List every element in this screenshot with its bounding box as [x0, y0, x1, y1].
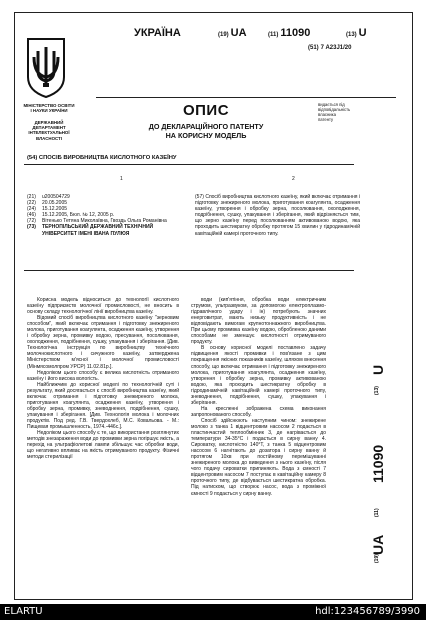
paragraph: води (кип'ятіння, обробка води електричним струмом, ультразвуком, за допомогою електроплазмо-гідравлічного удару і ін) потребують значних енерговитрат, мають низьку продуктивність і не відповідають вимогам крупнотоннажного виробництва. При цьому промивка казеїну водою, обробленою даними способами не зменшує кислотності отримуваного продукту. [191, 297, 326, 346]
kind-code: (13) U [346, 27, 367, 39]
paragraph: В основу корисної моделі поставлено задачу підвищення якості промивки і пов'язане з цим покращення якісних показників казеїну, шляхом внесення способу, що включає отримання і підготовку знежиреного молока, приготування коагулянта, осадження казеїну, утворення і обробку зерна, промивку активованою водою, яка проходить шестикратну обробку в гідродинамічній кавітаційній камері проточного типу, зневоднення, подрібнення, сушку, упакування і зберігання. [191, 345, 326, 406]
ipc-class: (51) 7 A23J1/20 [308, 45, 352, 51]
biblio-row: (72) Вітенько Тетяна Миколаївна, Гвоздь Ольга Романівна [27, 218, 167, 225]
country-code: (19) UA [218, 27, 247, 39]
document-title: ОПИС [182, 102, 230, 119]
paragraph: На кресленні зображена схема виконання запропонованого способу. [191, 405, 326, 418]
biblio-row: (21) u200504729 [27, 194, 70, 200]
biblio-row: (24) 15.12.2005 [27, 206, 68, 213]
vertical-code-19: (19) [374, 554, 380, 563]
bibliographic-data [27, 194, 185, 237]
column-number-2: 2 [292, 176, 295, 182]
footer-left-label: ELARTU [4, 606, 43, 617]
department-name: ДЕРЖАВНИЙ ДЕПАРТАМЕНТ ІНТЕЛЕКТУАЛЬНОЇ ВЛАСНОСТІ [28, 120, 70, 141]
claim-abstract: (57) Спосіб виробництва кислотного казеїну, який включає отримання і підготовку знежиреного молока, приготування коагулянта, осадження казеїну, утворення і обробку зерна, посолювання, охолодження, подрібнення, сушку, упакування і зберігання, який відрізняється тим, що зерно казеїну перед посолюванням активованою водою, яка проходить шестикратну обробку протягом 15 хвилин у гідродинамічній кавітаційній камері проточного типу. [195, 194, 360, 237]
paragraph: Спосіб здійснюють наступним чином: знежирене молоко з танка 1 відцентровим насосом 2 подається в пластинчастий теплообмінник 3, де нагрівається до температури 34-35°С і подається в сирну ванну 4. Сироватку, кислотністю 140°Т, з танка 5 відцентровим насосом 6 нагнітають до дозатора і сирну ванну й протягом 10хв при постійному перемішуванні знежиреного молока до виведення з нього казеїну, після чого подачу сироватки припиняють. Вода з ємності 7 відцентровим насосом 7 поступає в кавітаційну камеру 8 проточного типу, де відбувається шестикратна обробка. Під натиском, що створює насос, вода з проміжної ємності 9 подається у сирну ванну. [191, 417, 326, 497]
footer-bar [0, 604, 426, 620]
paragraph: Недоліком цього способу є велика кислотність отриманого казеїну і його висока вологість. [27, 369, 179, 382]
footer-handle-link[interactable]: hdl:123456789/3990 [315, 606, 420, 617]
biblio-row: (73) ТЕРНОПІЛЬСЬКИЙ ДЕРЖАВНИЙ ТЕХНІЧНИЙ УНІВЕРСИТЕТ ІМЕНІ ІВАНА ПУЛЮЯ [27, 224, 154, 237]
vertical-patent-code [330, 305, 390, 565]
paragraph: Відомий спосіб виробництва кислотного казеїну "зерновим способом", який включає отримання і підготовку знежиреного молока, приготування коагулянта, осадження казеїну, утворення і обробку зерна, промивку водою, пресування, посолювання, охолодження, подрібнення, сушку, упакування і зберігання. [Див. Технологічна інструкція по виробництву технічного молочнокислотного і сичужного казеїну, затверджена Міністерством м'ясної і молочної промисловості (Мінмясомолпром УРСР) 11.02.81р.]. [27, 315, 179, 370]
paragraph: Недоліком цього способу є те, що використання розглянутих методів знезараження води до промивки зерна погіршує якість, а перехід на ультрафіолетові лампи збільшує час обробки води, що негативно впливає на якість отримуваного продукту. Фізичні методи стерилізації [27, 430, 179, 461]
invention-title: (54) СПОСІБ ВИРОБНИЦТВА КИСЛОТНОГО КАЗЕЇНУ [27, 155, 177, 161]
ministry-name: МІНІСТЕРСТВО ОСВІТИ І НАУКИ УКРАЇНИ [23, 103, 75, 114]
vertical-kind-code: U [370, 364, 386, 375]
vertical-code-11: (11) [374, 508, 380, 517]
header-rule [96, 97, 396, 98]
title-rule [24, 164, 354, 165]
body-left-column [27, 297, 179, 460]
patent-number: (11) 11090 [268, 27, 311, 39]
paragraph: Найближчим до корисної моделі по технологічній суті і результату, який досягається є спосіб виробництва казеїну, який включає отримання і підготовку знежиреного молока, приготування коагулянта, осадження казеїну, утворення і обробку зерна, промивку, зневоднення, подрібнення, сушку, упакування і зберігання. [Див. Технологія молока і молочних продуктів. Под ред. Г.В. Твердохлеб, М.С. Ковальова. - М.: Пищевая промышленность, 1974.-446с.]. [27, 381, 179, 430]
body-right-column [191, 297, 326, 497]
biblio-row: (22) 20.05.2005 [27, 200, 68, 207]
biblio-row: (46) 15.12.2005, Бюл. № 12, 2005 р. [27, 212, 115, 219]
country-name: УКРАЇНА [134, 27, 181, 39]
paragraph: Корисна модель відноситься до технології кислотного казеїну підприємств молочної промисловості, не вносить в основу складу технологічної лінії виробництва казеїну. [27, 297, 179, 316]
vertical-code-13: (13) [374, 386, 380, 395]
coat-of-arms-icon [26, 37, 66, 99]
vertical-patent-number: 11090 [370, 444, 386, 483]
section-rule [24, 270, 354, 271]
document-subtitle: ДО ДЕКЛАРАЦІЙНОГО ПАТЕНТУ НА КОРИСНУ МОДЕЛЬ [148, 122, 264, 140]
vertical-country-code: UA [370, 534, 386, 555]
responsibility-stamp: видається під відповідальність власника патенту [318, 102, 351, 122]
column-number-1: 1 [120, 176, 123, 182]
